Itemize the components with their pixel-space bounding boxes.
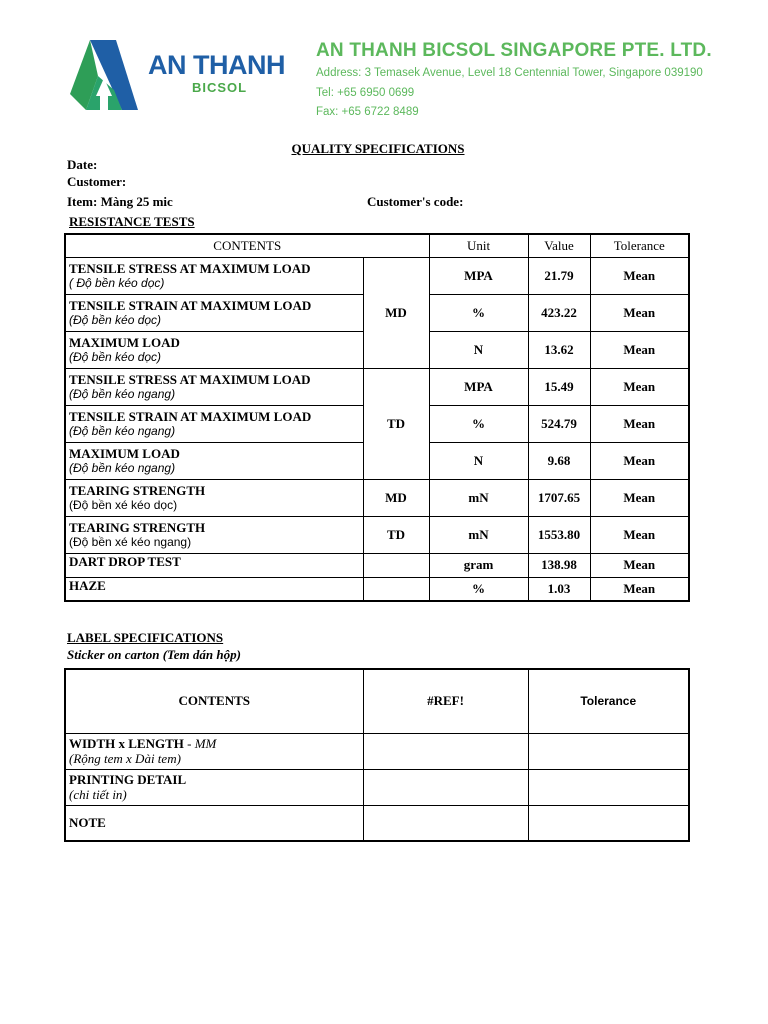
row-sub: (chi tiết in)	[69, 787, 127, 802]
row-name: TENSILE STRAIN AT MAXIMUM LOAD	[69, 297, 312, 313]
row-name: HAZE	[69, 577, 106, 593]
table-row	[65, 516, 689, 553]
row-contents	[65, 516, 363, 553]
row-unit: %	[429, 405, 528, 442]
header-ref: #REF!	[363, 669, 528, 733]
row-direction	[363, 553, 429, 577]
row-tolerance: Mean	[590, 442, 689, 479]
table-row	[65, 733, 689, 769]
row-tolerance: Mean	[590, 294, 689, 331]
document-title: QUALITY SPECIFICATIONS	[291, 141, 465, 156]
row-tolerance: Mean	[590, 577, 689, 601]
row-tolerance: Mean	[590, 331, 689, 368]
row-name: TENSILE STRESS AT MAXIMUM LOAD	[69, 371, 311, 387]
label-section-title: LABEL SPECIFICATIONS	[67, 630, 224, 645]
row-sub: (Độ bền kéo ngang)	[69, 386, 176, 401]
row-direction: TD	[363, 516, 429, 553]
row-unit: gram	[429, 553, 528, 577]
table-row	[65, 257, 689, 294]
customer-code-label: Customer's code:	[367, 194, 464, 209]
resistance-section-title: RESISTANCE TESTS	[69, 214, 195, 229]
row-unit: MPA	[429, 257, 528, 294]
logo-sub: BICSOL	[192, 80, 248, 95]
row-tolerance-cell	[528, 805, 689, 841]
row-tolerance-cell	[528, 733, 689, 769]
company-logo	[66, 38, 150, 114]
row-sub: (Độ bền kéo ngang)	[69, 460, 176, 475]
row-value: 138.98	[528, 553, 590, 577]
header-tolerance: Tolerance	[590, 234, 689, 257]
item-label: Item: Màng 25 mic	[67, 194, 173, 209]
row-tolerance: Mean	[590, 368, 689, 405]
header-contents: CONTENTS	[65, 234, 429, 257]
header-value: Value	[528, 234, 590, 257]
header-contents: CONTENTS	[65, 669, 363, 733]
row-contents	[65, 405, 363, 442]
row-tolerance: Mean	[590, 479, 689, 516]
table-row	[65, 805, 689, 841]
row-unit: MPA	[429, 368, 528, 405]
row-contents	[65, 553, 363, 577]
direction-td: TD	[363, 368, 429, 479]
company-fax: Fax: +65 6722 8489	[316, 106, 419, 118]
direction-md: MD	[363, 257, 429, 368]
row-tolerance-cell	[528, 769, 689, 805]
row-value: 13.62	[528, 331, 590, 368]
row-value: 21.79	[528, 257, 590, 294]
row-unit: - MM	[183, 736, 217, 751]
table-header-row	[65, 234, 689, 257]
row-contents	[65, 479, 363, 516]
table-row	[65, 769, 689, 805]
row-name: TEARING STRENGTH	[69, 482, 206, 498]
row-direction	[363, 577, 429, 601]
row-name: NOTE	[69, 815, 106, 831]
table-row	[65, 553, 689, 577]
row-name: MAXIMUM LOAD	[69, 334, 180, 350]
label-table	[64, 668, 690, 842]
row-tolerance: Mean	[590, 405, 689, 442]
row-value: 423.22	[528, 294, 590, 331]
row-value: 1707.65	[528, 479, 590, 516]
row-value: 15.49	[528, 368, 590, 405]
logo-name: AN THANH	[148, 50, 285, 80]
row-sub: (Rộng tem x Dài tem)	[69, 751, 181, 766]
row-name: MAXIMUM LOAD	[69, 445, 180, 461]
row-direction: MD	[363, 479, 429, 516]
row-contents	[65, 769, 363, 805]
row-sub: ( Độ bền kéo dọc)	[69, 275, 165, 290]
row-unit: N	[429, 331, 528, 368]
row-value: 1.03	[528, 577, 590, 601]
row-contents	[65, 733, 363, 769]
row-name: TEARING STRENGTH	[69, 519, 206, 535]
company-tel: Tel: +65 6950 0699	[316, 87, 415, 99]
company-name: AN THANH BICSOL SINGAPORE PTE. LTD.	[316, 40, 712, 61]
row-value: 9.68	[528, 442, 590, 479]
row-value: 524.79	[528, 405, 590, 442]
date-label: Date:	[67, 157, 98, 172]
header-tolerance: Tolerance	[528, 669, 689, 733]
table-row	[65, 479, 689, 516]
row-sub: (Độ bền xé kéo dọc)	[69, 497, 178, 512]
table-row	[65, 577, 689, 601]
row-unit: mN	[429, 516, 528, 553]
row-unit: N	[429, 442, 528, 479]
row-name: WIDTH x LENGTH	[69, 736, 184, 751]
row-ref-cell	[363, 769, 528, 805]
row-sub: (Độ bền xé kéo ngang)	[69, 534, 192, 549]
row-unit: mN	[429, 479, 528, 516]
row-contents	[65, 442, 363, 479]
row-contents	[65, 368, 363, 405]
row-tolerance: Mean	[590, 257, 689, 294]
row-name: DART DROP TEST	[69, 553, 181, 569]
row-unit: %	[429, 294, 528, 331]
row-contents	[65, 805, 363, 841]
row-unit: %	[429, 577, 528, 601]
row-name: PRINTING DETAIL	[69, 772, 187, 787]
row-contents	[65, 294, 363, 331]
header-unit: Unit	[429, 234, 528, 257]
row-tolerance: Mean	[590, 516, 689, 553]
row-value: 1553.80	[528, 516, 590, 553]
customer-label: Customer:	[67, 174, 127, 189]
row-contents	[65, 331, 363, 368]
row-contents	[65, 577, 363, 601]
row-name: TENSILE STRESS AT MAXIMUM LOAD	[69, 260, 311, 276]
row-sub: (Độ bền kéo dọc)	[69, 312, 162, 327]
company-address: Address: 3 Temasek Avenue, Level 18 Centennial Tower, Singapore 039190	[316, 67, 703, 79]
row-sub: (Độ bền kéo dọc)	[69, 349, 162, 364]
row-contents	[65, 257, 363, 294]
resistance-table	[64, 233, 690, 602]
row-tolerance: Mean	[590, 553, 689, 577]
row-ref-cell	[363, 805, 528, 841]
row-name: TENSILE STRAIN AT MAXIMUM LOAD	[69, 408, 312, 424]
row-sub: (Độ bền kéo ngang)	[69, 423, 176, 438]
table-row	[65, 368, 689, 405]
row-ref-cell	[363, 733, 528, 769]
label-section-subtitle: Sticker on carton (Tem dán hộp)	[67, 647, 241, 662]
table-header-row	[65, 669, 689, 733]
